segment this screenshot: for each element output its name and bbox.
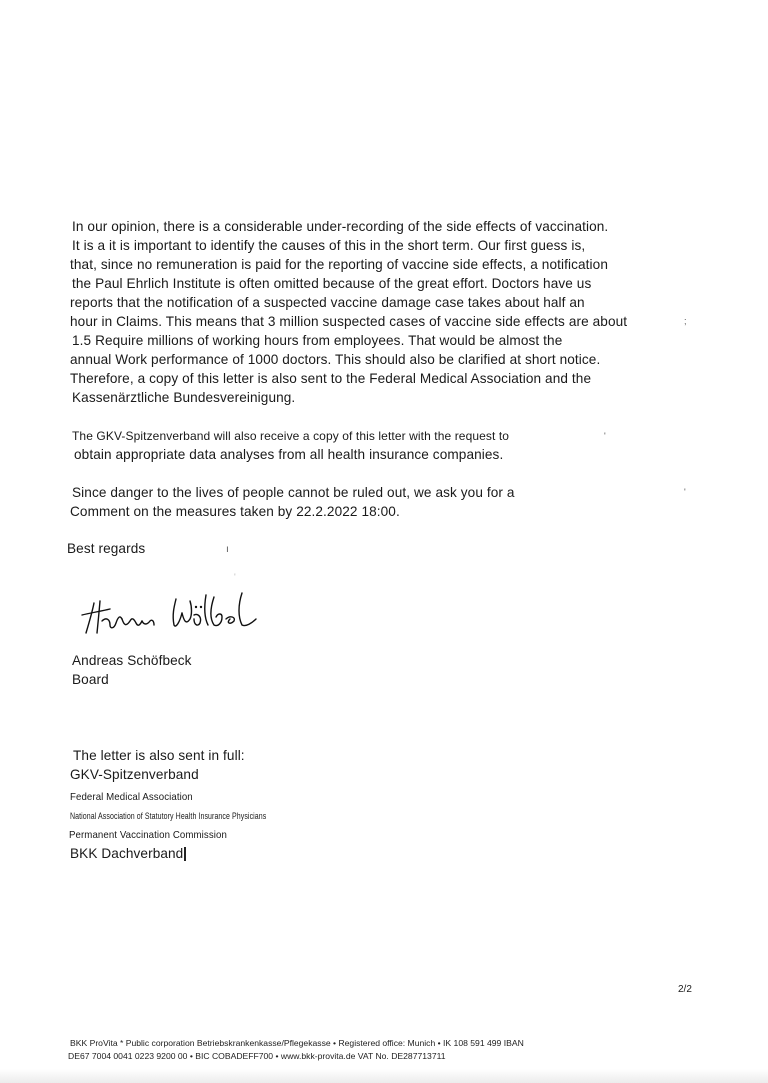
recipient-item: Federal Medical Association	[70, 791, 193, 803]
footer-line: DE67 7004 0041 0223 9200 00 • BIC COBADEFF700 • www.bkk-provita.de VAT No. DE287713711	[68, 1051, 446, 1061]
closing: Best regards	[67, 541, 146, 556]
body-line: that, since no remuneration is paid for the reporting of vaccine side effects, a notification	[70, 257, 608, 272]
body-line: the Paul Ehrlich Institute is often omitted because of the great effort. Doctors have us	[72, 276, 592, 291]
signer-title: Board	[72, 672, 109, 687]
recipients-heading: The letter is also sent in full:	[73, 748, 245, 763]
recipient-item: National Association of Statutory Health Insurance Physicians	[70, 811, 267, 821]
page-number: 2/2	[678, 984, 692, 995]
signer-name: Andreas Schöfbeck	[72, 653, 192, 668]
page-edge-shadow	[0, 1069, 768, 1083]
scan-mark: ı	[226, 544, 229, 555]
handwritten-signature	[80, 585, 270, 645]
footer-line: BKK ProVita * Public corporation Betriebskrankenkasse/Pflegekasse • Registered office: Munich • IK 108 591 499 IBAN	[70, 1038, 524, 1048]
scan-mark: ;	[684, 316, 687, 326]
cursor-mark	[184, 847, 186, 861]
body-line: Therefore, a copy of this letter is also sent to the Federal Medical Association and the	[70, 371, 592, 386]
scan-mark: '	[234, 572, 236, 582]
body-line: 1.5 Require millions of working hours from employees. That would be almost the	[72, 333, 563, 348]
scan-mark: '	[684, 487, 686, 497]
recipient-item: BKK Dachverband	[70, 846, 184, 861]
scan-mark: '	[604, 431, 606, 441]
body-line: Kassenärztliche Bundesvereinigung.	[72, 390, 296, 405]
body-line: reports that the notification of a suspected vaccine damage case takes about half an	[70, 295, 585, 310]
body-line: Since danger to the lives of people cannot be ruled out, we ask you for a	[72, 485, 515, 500]
body-line: obtain appropriate data analyses from all health insurance companies.	[74, 447, 504, 462]
recipient-item: GKV-Spitzenverband	[70, 767, 199, 782]
body-line: annual Work performance of 1000 doctors. This should also be clarified at short notice.	[70, 352, 601, 367]
body-line: Comment on the measures taken by 22.2.2022 18:00.	[70, 504, 400, 519]
recipient-item: Permanent Vaccination Commission	[69, 829, 227, 841]
body-line: hour in Claims. This means that 3 million suspected cases of vaccine side effects are about	[70, 314, 628, 329]
body-line: It is a it is important to identify the causes of this in the short term. Our first guess is,	[72, 238, 586, 253]
body-line: The GKV-Spitzenverband will also receive a copy of this letter with the request to	[72, 429, 510, 443]
body-line: In our opinion, there is a considerable under-recording of the side effects of vaccination.	[72, 219, 609, 234]
